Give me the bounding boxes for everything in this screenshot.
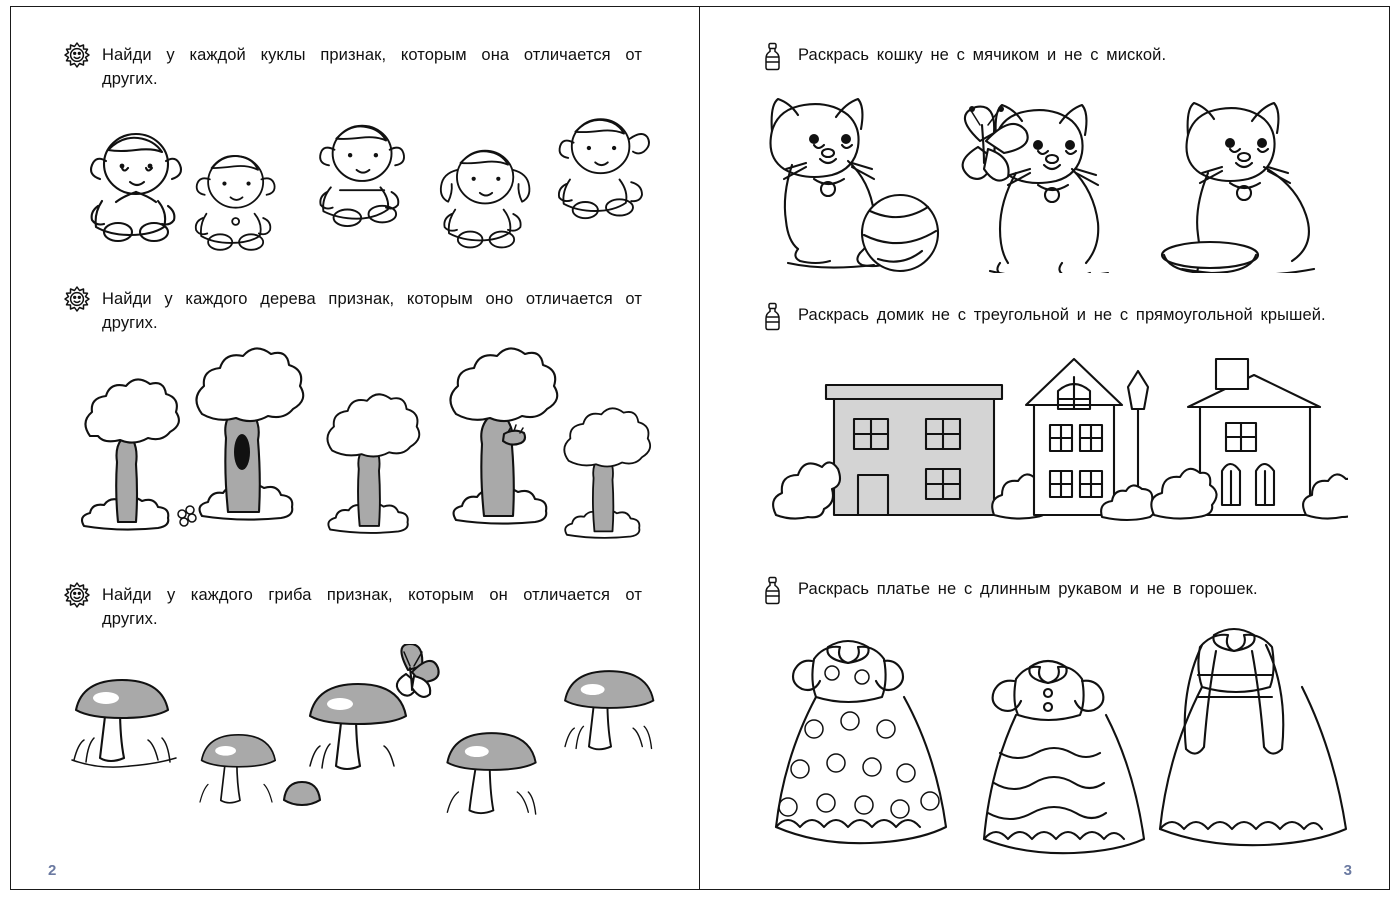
mushroom-2-small (200, 735, 275, 803)
dress-polka-dot (776, 641, 946, 843)
cat-with-bowl (1162, 103, 1314, 273)
cats-illustration (758, 83, 1338, 273)
task-mushrooms (62, 584, 642, 844)
tree-1 (82, 379, 179, 529)
task-houses (758, 304, 1348, 547)
task-dresses (758, 578, 1348, 861)
mushroom-1 (72, 680, 176, 767)
cat-with-butterfly (963, 105, 1108, 273)
task-mushrooms-text: Найди у каждого гриба признак, которым он отличается от других. (102, 586, 642, 628)
bottle-icon (758, 41, 788, 71)
cat-with-ball (771, 99, 939, 271)
house-flat-roof (773, 385, 1051, 519)
tree-2-hollow (196, 348, 303, 519)
bottle-icon (758, 301, 788, 331)
task-houses-header (758, 304, 1348, 331)
mushroom-4 (447, 733, 535, 814)
task-mushrooms-header (62, 584, 642, 632)
mushroom-5 (565, 671, 653, 749)
trees-illustration (62, 346, 642, 551)
doll-3 (320, 126, 404, 226)
task-dolls-text: Найди у каждой куклы признак, которым она отличается от других. (102, 46, 642, 88)
sun-icon (62, 581, 92, 611)
mushroom-cap-small (284, 782, 320, 805)
dresses-illustration (758, 621, 1348, 861)
task-trees (62, 288, 642, 551)
task-trees-header (62, 288, 642, 336)
sun-icon (62, 285, 92, 315)
dress-long-sleeve (1160, 629, 1346, 845)
flower-decoration (178, 506, 196, 526)
ball (862, 195, 938, 271)
mushroom-3-butterfly (310, 644, 439, 769)
page-number-right: 3 (1343, 862, 1352, 879)
right-page (700, 0, 1400, 901)
dress-short-sleeve (984, 661, 1144, 853)
mushrooms-illustration (62, 644, 642, 844)
doll-4 (441, 150, 530, 247)
doll-5 (559, 119, 649, 218)
task-dresses-header (758, 578, 1348, 605)
task-cats-header (758, 44, 1338, 71)
bottle-icon (758, 575, 788, 605)
doll-2 (196, 156, 275, 250)
bowl (1162, 242, 1258, 273)
task-trees-text: Найди у каждого дерева признак, которым оно отличается от других. (102, 290, 642, 332)
tree-4-nest (450, 348, 557, 523)
task-dolls (62, 44, 642, 271)
doll-1 (91, 134, 181, 241)
task-dresses-text: Раскрась платье не с длинным рукавом и не в горошек. (798, 580, 1258, 598)
page-number-left: 2 (48, 862, 57, 879)
task-cats-text: Раскрась кошку не с мячиком и не с миской. (798, 46, 1167, 64)
tree-5 (564, 408, 650, 538)
task-cats (758, 44, 1338, 273)
house-rectangular-roof (1151, 359, 1348, 519)
task-houses-text: Раскрась домик не с треугольной и не с прямоугольной крышей. (798, 306, 1326, 324)
house-triangular-roof (1026, 359, 1156, 520)
tree-3 (327, 394, 419, 533)
dolls-illustration (62, 106, 642, 271)
task-dolls-header (62, 44, 642, 92)
sun-icon (62, 41, 92, 71)
houses-illustration (758, 347, 1348, 547)
butterfly-icon (397, 644, 439, 697)
